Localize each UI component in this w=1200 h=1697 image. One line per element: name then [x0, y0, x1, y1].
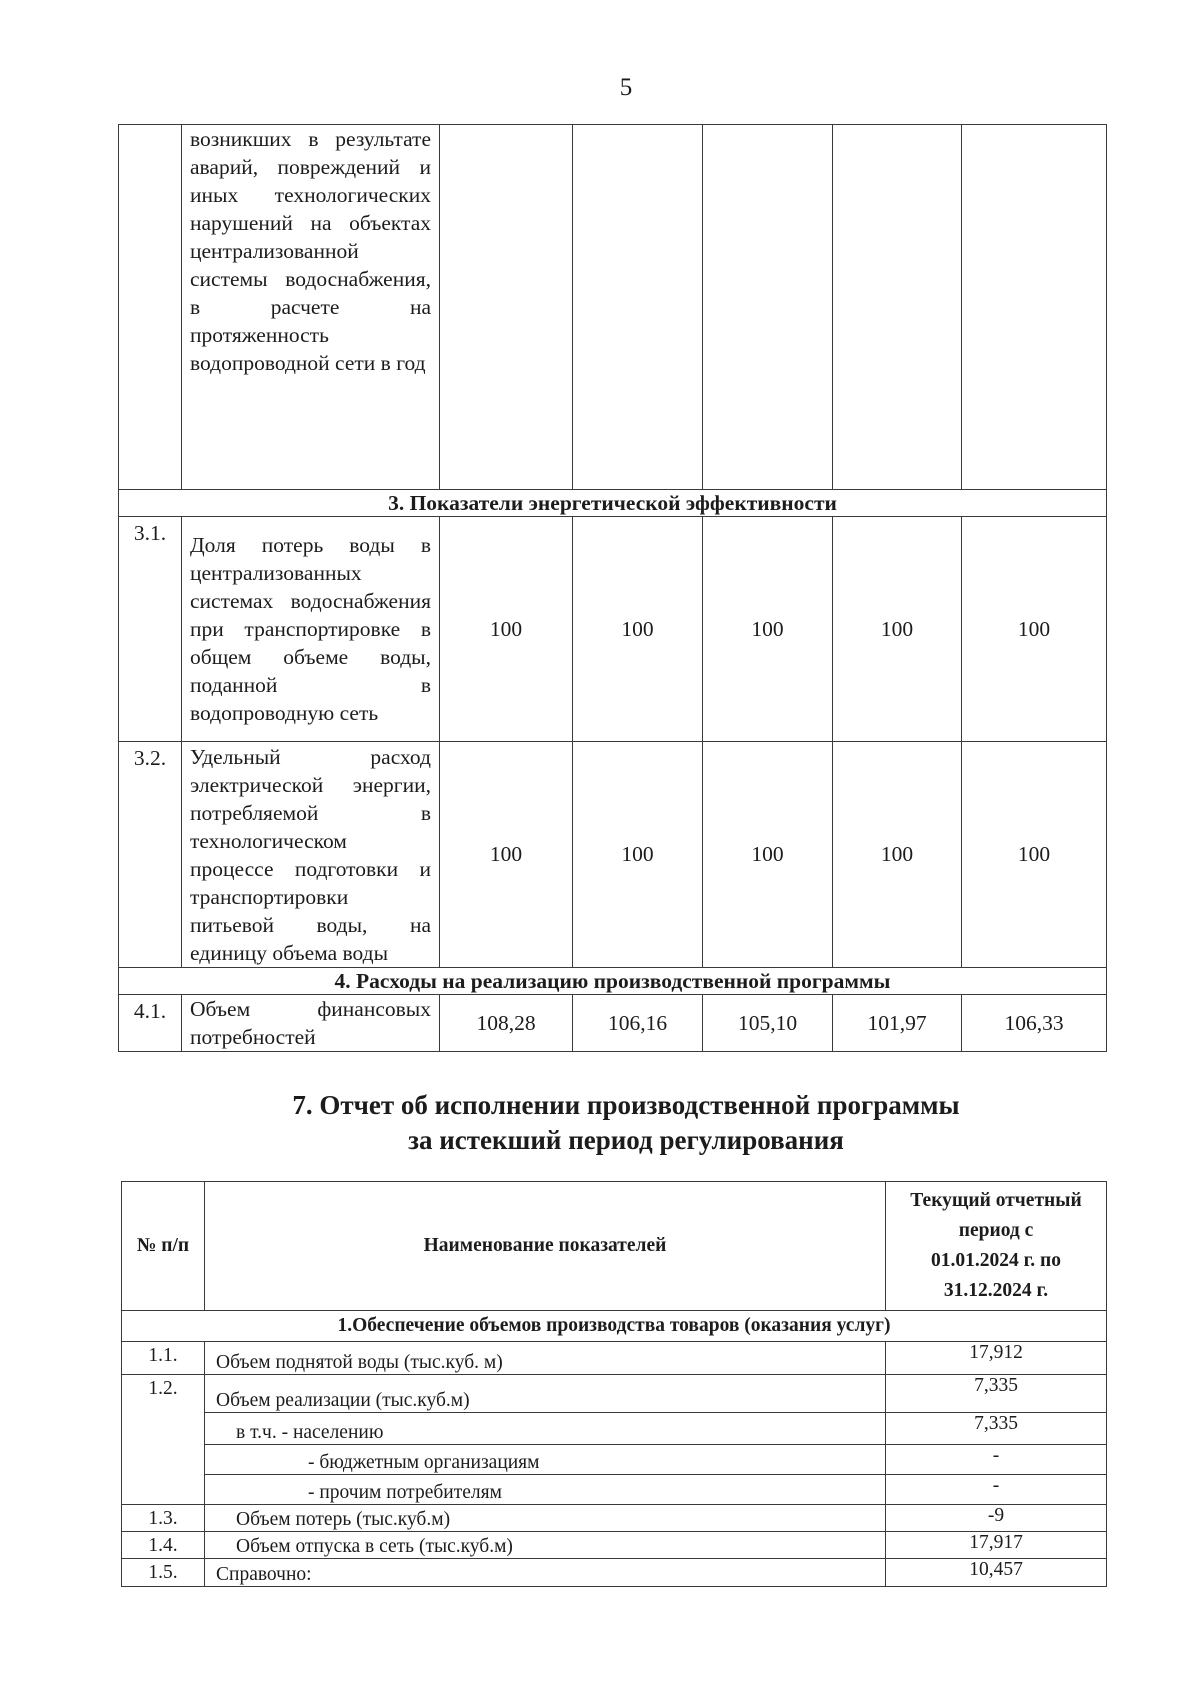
performance-indicators-table	[118, 124, 1107, 1052]
value-cell: 105,10	[703, 995, 833, 1052]
row-name: Справочно:	[205, 1559, 886, 1587]
row-num: 1.1.	[122, 1342, 205, 1375]
section3-title: 3. Показатели энергетической эффективности	[119, 490, 1107, 517]
table-row	[122, 1559, 1107, 1587]
table-row	[122, 1445, 1107, 1475]
value-cell: 100	[440, 517, 573, 742]
program-report-table	[121, 1181, 1107, 1587]
row-description: Доля потерь воды в централизованных системах водоснабжения при транспортировке в общем объеме воды, поданной в водопроводную сеть	[182, 517, 440, 742]
table-row	[122, 1475, 1107, 1505]
value-cell: 100	[962, 517, 1107, 742]
value-cell: 100	[833, 517, 962, 742]
row-description: Удельный расход электрической энергии, потребляемой в технологическом процессе подготовки и транспортировки питьевой воды, на единицу объема воды	[182, 742, 440, 968]
table-row	[119, 742, 1107, 968]
row-num: 1.3.	[122, 1505, 205, 1532]
value-cell: 100	[833, 742, 962, 968]
header-row	[122, 1182, 1107, 1311]
row-name: Объем отпуска в сеть (тыс.куб.м)	[205, 1532, 886, 1559]
value-cell: 106,33	[962, 995, 1107, 1052]
row-value: 7,335	[886, 1413, 1107, 1445]
row-num: 3.2.	[119, 742, 182, 968]
header-name: Наименование показателей	[205, 1182, 886, 1311]
row-name: - прочим потребителям	[205, 1475, 886, 1505]
row-num	[122, 1445, 205, 1475]
section7-title-line2: за истекший период регулирования	[408, 1125, 844, 1155]
row-name: Объем поднятой воды (тыс.куб. м)	[205, 1342, 886, 1375]
table-row	[122, 1505, 1107, 1532]
row-value: -	[886, 1475, 1107, 1505]
row-num: 1.4.	[122, 1532, 205, 1559]
row-name: Объем потерь (тыс.куб.м)	[205, 1505, 886, 1532]
value-cell: 101,97	[833, 995, 962, 1052]
row-name: в т.ч. - населению	[205, 1413, 886, 1445]
table-row	[119, 517, 1107, 742]
row-value: 17,917	[886, 1532, 1107, 1559]
section-header-row	[119, 490, 1107, 517]
table-row	[122, 1413, 1107, 1445]
section7-heading	[0, 1088, 1200, 1158]
table-row	[119, 995, 1107, 1052]
section-header-row	[119, 968, 1107, 995]
section4-title: 4. Расходы на реализацию производственной программы	[119, 968, 1107, 995]
value-cell: 100	[573, 517, 703, 742]
row-num: 3.1.	[119, 517, 182, 742]
header-num: № п/п	[122, 1182, 205, 1311]
row-description: возникших в результате аварий, повреждений и иных технологических нарушений на объектах централизованной системы водоснабжения, в расчете на протяженность водопроводной сети в год	[182, 125, 440, 490]
value-cell: 100	[962, 742, 1107, 968]
row-value: -	[886, 1445, 1107, 1475]
row-num	[122, 1413, 205, 1445]
value-cell: 100	[573, 742, 703, 968]
value-cell: 106,16	[573, 995, 703, 1052]
row-value: -9	[886, 1505, 1107, 1532]
table-row	[119, 125, 1107, 490]
value-cell: 108,28	[440, 995, 573, 1052]
page-number: 5	[619, 74, 633, 101]
section1-title: 1.Обеспечение объемов производства товаров (оказания услуг)	[122, 1311, 1107, 1342]
section7-title-line1: 7. Отчет об исполнении производственной программы	[292, 1090, 960, 1120]
row-num	[122, 1475, 205, 1505]
row-name: Объем реализации (тыс.куб.м)	[205, 1375, 886, 1413]
row-num-cell	[119, 125, 182, 490]
value-cell: 100	[440, 742, 573, 968]
row-description: Объем финансовых потребностей	[182, 995, 440, 1052]
header-period: Текущий отчетный период с 01.01.2024 г. по 31.12.2024 г.	[886, 1182, 1107, 1311]
row-num: 4.1.	[119, 995, 182, 1052]
table-row	[122, 1342, 1107, 1375]
table-row	[122, 1532, 1107, 1559]
row-value: 10,457	[886, 1559, 1107, 1587]
table-row	[122, 1375, 1107, 1413]
section-header-row	[122, 1311, 1107, 1342]
row-name: - бюджетным организациям	[205, 1445, 886, 1475]
row-value: 17,912	[886, 1342, 1107, 1375]
value-cell: 100	[703, 742, 833, 968]
row-num: 1.5.	[122, 1559, 205, 1587]
value-cell: 100	[703, 517, 833, 742]
row-num: 1.2.	[122, 1375, 205, 1413]
row-value: 7,335	[886, 1375, 1107, 1413]
